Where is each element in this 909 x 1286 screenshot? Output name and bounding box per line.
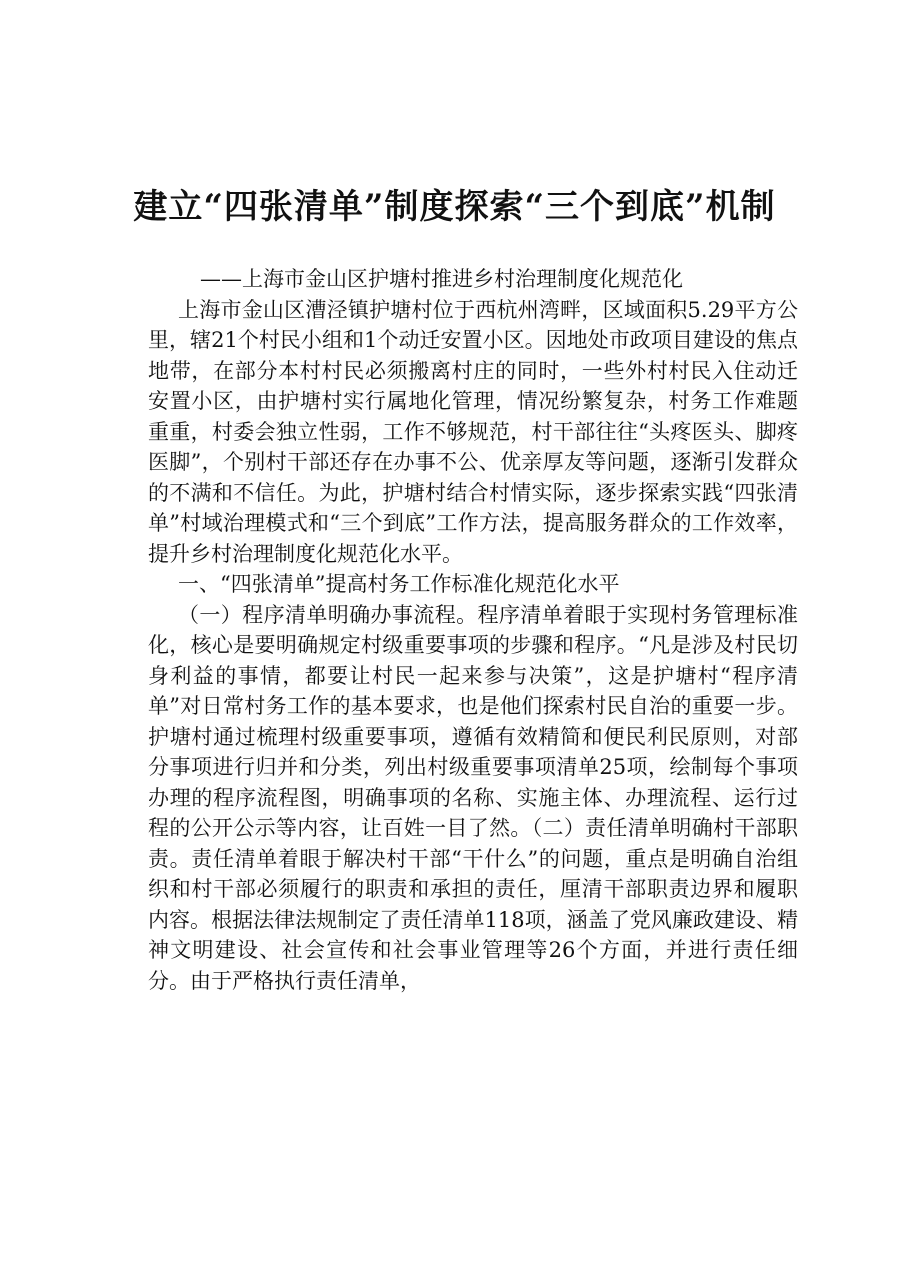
- intro-paragraph: 上海市金山区漕泾镇护塘村位于西杭州湾畔，区域面积5.29平方公里，辖21个村民小组和1个动迁安置小区。因地处市政项目建设的焦点地带，在部分本村村民必须搬离村庄的同时，一些外村村民入住动迁安置小区，由护塘村实行属地化管理，情况纷繁复杂，村务工作难题重重，村委会独立性弱，工作不够规范，村干部往往“头疼医头、脚疼医脚”，个别村干部还存在办事不公、优亲厚友等问题，逐渐引发群众的不满和不信任。为此，护塘村结合村情实际，逐步探索实践“四张清单”村域治理模式和“三个到底”工作方法，提高服务群众的工作效率，提升乡村治理制度化规范化水平。: [148, 297, 798, 566]
- section-heading: 一、“四张清单”提高村务工作标准化规范化水平: [178, 572, 620, 596]
- document-title: 建立“四张清单”制度探索“三个到底”机制: [133, 186, 776, 227]
- document-subtitle: ——上海市金山区护塘村推进乡村治理制度化规范化: [200, 267, 683, 291]
- document-body: [148, 264, 798, 996]
- section-paragraph: （一）程序清单明确办事流程。程序清单着眼于实现村务管理标准化，核心是要明确规定村级重要事项的步骤和程序。“凡是涉及村民切身利益的事情，都要让村民一起来参与决策”，这是护塘村“程序清单”对日常村务工作的基本要求，也是他们探索村民自治的重要一步。护塘村通过梳理村级重要事项，遵循有效精简和便民利民原则，对部分事项进行归并和分类，列出村级重要事项清单25项，绘制每个事项办理的程序流程图，明确事项的名称、实施主体、办理流程、运行过程的公开公示等内容，让百姓一目了然。（二）责任清单明确村干部职责。责任清单着眼于解决村干部“干什么”的问题，重点是明确自治组织和村干部必须履行的职责和承担的责任，厘清干部职责边界和履职内容。根据法律法规制定了责任清单118项，涵盖了党风廉政建设、精神文明建设、社会宣传和社会事业管理等26个方面，并进行责任细分。由于严格执行责任清单，: [148, 602, 798, 993]
